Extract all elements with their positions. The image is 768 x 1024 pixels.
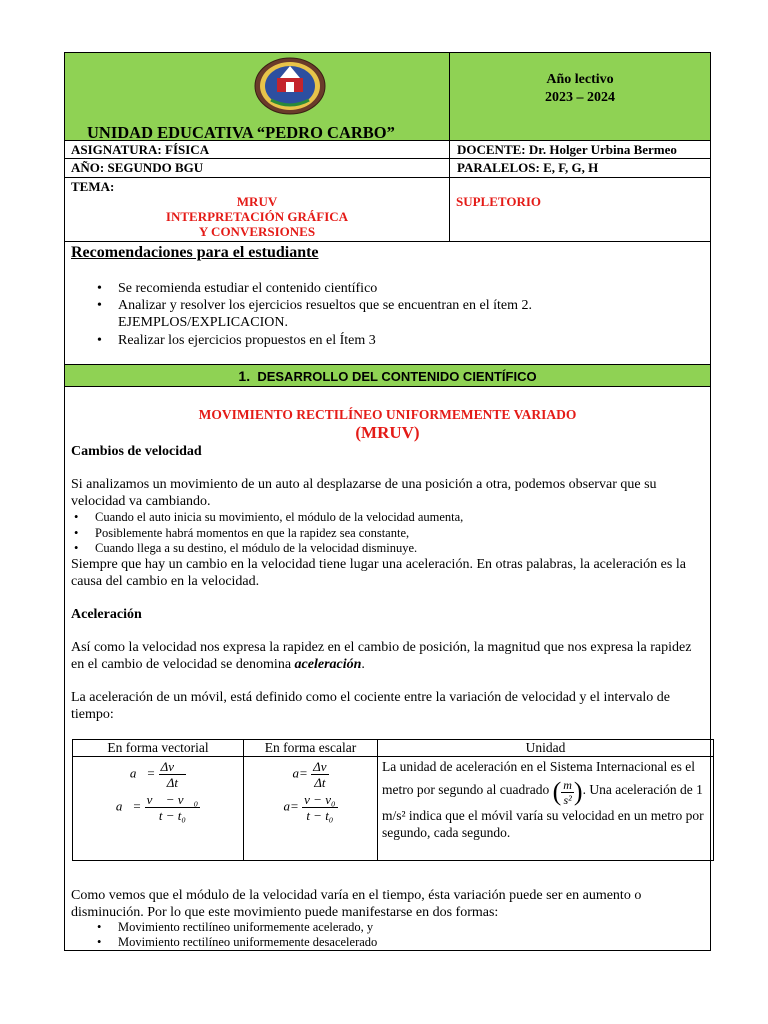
sections-field: PARALELOS: E, F, G, H — [457, 160, 599, 175]
fraction-numerator: m — [563, 777, 572, 792]
year-label: Año lectivo — [546, 72, 614, 87]
list-item: • Analizar y resolver los ejercicios resueltos que se encuentran en el ítem 2. EJEMPLOS/EXPLICACION. — [118, 297, 692, 331]
fraction-denominator: Δt — [166, 775, 178, 790]
recommendations-section — [65, 242, 710, 365]
teacher-field: DOCENTE: Dr. Holger Urbina Bermeo — [457, 142, 677, 157]
list-item: • Se recomienda estudiar el contenido científico — [118, 280, 692, 297]
grade-row — [65, 159, 710, 178]
recommendations-list — [118, 280, 692, 349]
recommendations-title: Recomendaciones para el estudiante — [71, 244, 319, 261]
table-header: En forma escalar — [244, 740, 378, 757]
section-title: DESARROLLO DEL CONTENIDO CIENTÍFICO — [257, 369, 537, 384]
paragraph: La aceleración de un móvil, está definido como el cociente entre la variación de velocidad y el intervalo de tiempo: — [71, 690, 671, 722]
grade-field: AÑO: SEGUNDO BGU — [71, 160, 204, 175]
unit-description — [378, 757, 714, 861]
table-row — [73, 757, 714, 861]
list-item: • Realizar los ejercicios propuestos en el Ítem 3 — [118, 332, 692, 349]
fraction-numerator: Δv⃗ — [160, 759, 185, 774]
main-title: MOVIMIENTO RECTILÍNEO UNIFORMEMENTE VARIADO — [198, 407, 577, 422]
fraction-numerator: Δv — [313, 759, 327, 774]
emphasis-term: aceleración — [294, 657, 362, 672]
text-run: . — [361, 657, 365, 672]
paragraph: Siempre que hay un cambio en la velocidad tiene lugar una aceleración. En otras palabras, la aceleración es la causa del cambio en la velocidad. — [71, 557, 686, 589]
formula-lhs: a⃗ — [115, 798, 133, 814]
acceleration-table — [72, 739, 714, 861]
school-name: UNIDAD EDUCATIVA “PEDRO CARBO” — [87, 123, 395, 142]
fraction-numerator: v − v₀ — [304, 792, 336, 807]
heading-velocity-changes: Cambios de velocidad — [71, 444, 202, 459]
section-number: 1. — [238, 368, 251, 384]
topic-line: Y CONVERSIONES — [198, 224, 316, 239]
text-run: La unidad de aceleración en el Sistema Internacional es el metro por segundo al cuadrado — [382, 759, 695, 798]
main-subtitle: (MRUV) — [355, 423, 420, 442]
table-header: Unidad — [378, 740, 714, 757]
paragraph — [71, 639, 702, 673]
formula-lhs: a⃗ — [129, 765, 147, 781]
list-item: • Cuando el auto inicia su movimiento, el módulo de la velocidad aumenta, — [95, 510, 702, 526]
velocity-bullets — [95, 510, 702, 557]
formula-lhs: a — [283, 798, 290, 814]
school-logo-icon — [253, 56, 327, 116]
vector-formulas: a⃗= $\frac{\Delta v⃗}{\Delta t}$ a⃗= $\frac{\text{v⃗ − v⃗₀}}{\text{t − t₀}}$ — [73, 757, 244, 861]
formula-fraction — [145, 792, 201, 823]
formula-fraction — [311, 759, 328, 790]
formula-fraction — [159, 759, 187, 790]
motion-types-list — [118, 920, 702, 950]
subject-row — [65, 141, 710, 159]
paragraph: Como vemos que el módulo de la velocidad varía en el tiempo, ésta variación puede ser en aumento o disminución. Por lo que este movimiento puede manifestarse en dos formas: — [71, 888, 642, 920]
unit-fraction: ( $\frac{m}{\text{s²}}$ ) — [552, 777, 583, 807]
list-item: • Movimiento rectilíneo uniformemente desacelerado — [118, 935, 702, 950]
year-value: 2023 – 2024 — [545, 90, 615, 105]
topic-row — [65, 178, 710, 242]
fraction-denominator: Δt — [314, 775, 326, 790]
header-row — [65, 53, 710, 141]
text-run: Así como la velocidad nos expresa la rapidez en el cambio de posición, la magnitud que nos expresa la rapidez en el cambio de velocidad se denomina — [71, 640, 692, 672]
section-heading — [65, 365, 710, 387]
formula-fraction — [302, 792, 337, 823]
topic-lines — [65, 194, 449, 239]
text-run: . Una aceleración de 1 m/s² indica que el móvil varía su velocidad en un metro por segundo, cada segundo. — [382, 782, 704, 840]
topic-line: MRUV — [236, 194, 278, 209]
fraction-denominator: s² — [563, 792, 572, 807]
topic-label: TEMA: — [71, 179, 115, 194]
fraction-denominator: t − t₀ — [158, 808, 186, 823]
list-item: • Movimiento rectilíneo uniformemente acelerado, y — [118, 920, 702, 935]
fraction-denominator: t − t₀ — [306, 808, 334, 823]
exam-type: SUPLETORIO — [456, 194, 542, 209]
heading-acceleration: Aceleración — [71, 607, 142, 622]
subject-field: ASIGNATURA: FÍSICA — [71, 142, 210, 157]
table-header: En forma vectorial — [73, 740, 244, 757]
list-item: • Posiblemente habrá momentos en que la rapidez sea constante, — [95, 526, 702, 542]
formula-lhs: a — [292, 765, 299, 781]
fraction-numerator: v⃗ − v⃗₀ — [146, 792, 199, 807]
list-item: • Cuando llega a su destino, el módulo de la velocidad disminuye. — [95, 541, 702, 557]
table-header-row — [73, 740, 714, 757]
scalar-formulas: a= $\frac{\Delta v}{\Delta t}$ a= $\frac{\text{v − v₀}}{\text{t − t₀}}$ — [244, 757, 378, 861]
paragraph: Si analizamos un movimiento de un auto al desplazarse de una posición a otra, podemos observar que su velocidad va cambiando. — [71, 477, 657, 509]
document-frame — [64, 52, 711, 951]
topic-line: INTERPRETACIÓN GRÁFICA — [165, 209, 349, 224]
